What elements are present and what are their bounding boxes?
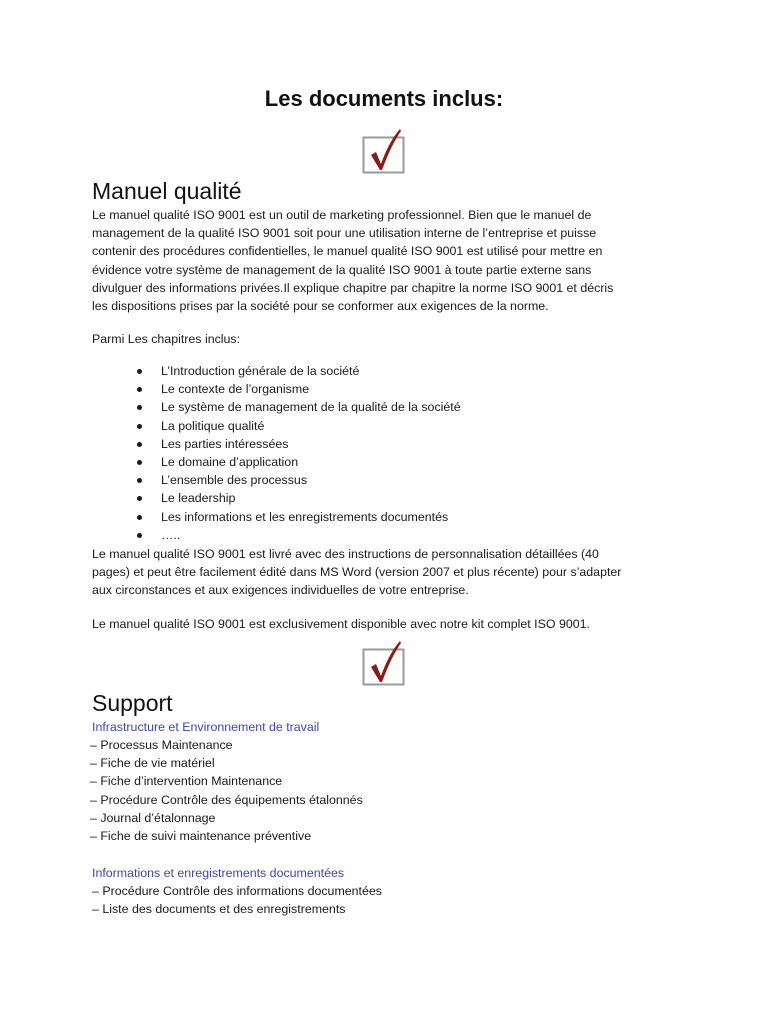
chapters-intro: Parmi Les chapitres inclus: — [92, 332, 241, 346]
list-item: L’ensemble des processus — [92, 471, 461, 489]
section-heading-manuel: Manuel qualité — [92, 178, 242, 204]
bullet-icon — [137, 460, 142, 465]
bullet-icon — [137, 515, 142, 520]
paragraph-line: pages) et peut être facilement édité dans MS Word (version 2007 et plus récente) pour s’adapter — [92, 565, 622, 580]
list-item: – Procédure Contrôle des équipements étalonnés — [90, 792, 363, 807]
paragraph-line: contenir des procédures confidentielles, le manuel qualité ISO 9001 est utilisé pour mettre en — [92, 244, 603, 259]
manuel-intro-paragraph — [92, 206, 682, 315]
list-item: – Journal d’étalonnage — [90, 810, 216, 825]
bullet-icon — [137, 442, 142, 447]
infrastructure-list — [90, 736, 363, 845]
informations-list — [92, 882, 382, 918]
list-item: Les informations et les enregistrements documentés — [92, 508, 461, 526]
delivery-paragraph — [92, 545, 682, 600]
paragraph-line: aux circonstances et aux exigences individuelles de votre entreprise. — [92, 583, 469, 598]
section-heading-support: Support — [92, 690, 173, 716]
bullet-icon — [137, 533, 142, 538]
bullet-icon — [137, 369, 142, 374]
paragraph-line: les dispositions prises par la société pour se conformer aux exigences de la norme. — [92, 299, 549, 314]
list-item: Le domaine d’application — [92, 453, 461, 471]
bullet-icon — [137, 405, 142, 410]
paragraph-line: évidence votre système de management de la qualité ISO 9001 à toute partie externe sans — [92, 262, 592, 277]
availability-paragraph: Le manuel qualité ISO 9001 est exclusivement disponible avec notre kit complet ISO 9001. — [92, 617, 590, 631]
list-item: Le contexte de l’organisme — [92, 380, 461, 398]
list-item: Le système de management de la qualité de la société — [92, 398, 461, 416]
paragraph-line: management de la qualité ISO 9001 soit pour une utilisation interne de l’entreprise et puisse — [92, 226, 597, 241]
list-item: Les parties intéressées — [92, 435, 461, 453]
bullet-icon — [137, 424, 142, 429]
bullet-icon — [137, 478, 142, 483]
list-item: ….. — [92, 526, 461, 544]
list-item: – Fiche de vie matériel — [90, 756, 215, 771]
paragraph-line: divulguer des informations privées.Il explique chapitre par chapitre la norme ISO 9001 et décris — [92, 280, 614, 295]
list-item: – Fiche de suivi maintenance préventive — [90, 829, 312, 844]
checked-box-icon — [362, 128, 406, 174]
list-item: – Processus Maintenance — [90, 738, 233, 752]
list-item: – Procédure Contrôle des informations documentées — [92, 884, 382, 898]
chapters-list — [92, 362, 461, 544]
list-item: – Liste des documents et des enregistrements — [92, 902, 346, 917]
paragraph-line: Le manuel qualité ISO 9001 est livré avec des instructions de personnalisation détaillées (40 — [92, 547, 599, 561]
paragraph-line: Le manuel qualité ISO 9001 est un outil de marketing professionnel. Bien que le manuel de — [92, 208, 592, 222]
bullet-icon — [137, 387, 142, 392]
subsection-heading-informations: Informations et enregistrements documentées — [92, 866, 345, 880]
page-title: Les documents inclus: — [264, 86, 504, 111]
list-item: L’Introduction générale de la société — [92, 362, 461, 380]
list-item: Le leadership — [92, 489, 461, 507]
subsection-heading-infrastructure: Infrastructure et Environnement de travail — [92, 720, 320, 734]
bullet-icon — [137, 496, 142, 501]
checked-box-icon — [362, 640, 406, 686]
list-item: – Fiche d’intervention Maintenance — [90, 774, 283, 789]
list-item: La politique qualité — [92, 417, 461, 435]
